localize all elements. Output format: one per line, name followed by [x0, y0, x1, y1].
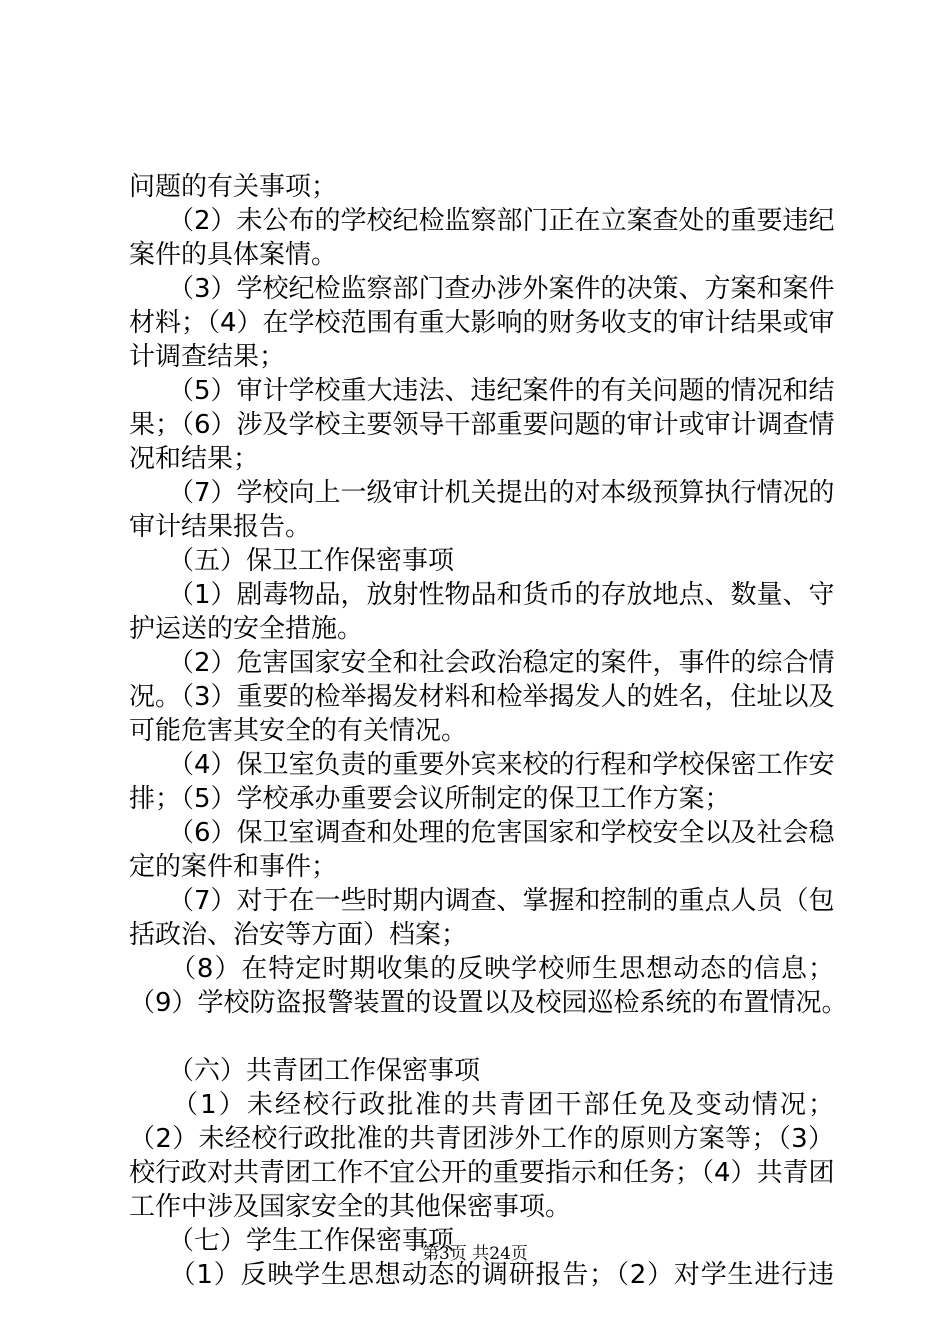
text-line: 果；（6）涉及学校主要领导干部重要问题的审计或审计调查情 [129, 410, 835, 440]
text-line: （2）危害国家安全和社会政治稳定的案件，事件的综合情 [129, 648, 835, 678]
text-line: 工作中涉及国家安全的其他保密事项。 [129, 1192, 572, 1222]
text-line: （4）保卫室负责的重要外宾来校的行程和学校保密工作安 [129, 750, 835, 780]
text-line: 括政治、治安等方面）档案； [129, 920, 468, 950]
text-line: （8）在特定时期收集的反映学校师生思想动态的信息； [129, 954, 834, 984]
text-line: 材料；（4）在学校范围有重大影响的财务收支的审计结果或审 [129, 308, 835, 338]
text-line: （1）反映学生思想动态的调研报告；（2）对学生进行违 [129, 1260, 834, 1290]
text-line: （7）对于在一些时期内调查、掌握和控制的重点人员（包 [129, 886, 835, 916]
text-line: 问题的有关事项； [129, 172, 338, 202]
text-line: 校行政对共青团工作不宜公开的重要指示和任务；（4）共青团 [129, 1158, 835, 1188]
body-text [129, 170, 848, 1292]
text-line: （1）剧毒物品，放射性物品和货币的存放地点、数量、守 [129, 580, 835, 610]
text-line: （5）审计学校重大违法、违纪案件的有关问题的情况和结 [129, 376, 835, 406]
paragraph-gap [129, 1020, 834, 1054]
section-heading-7: （七）学生工作保密事项 [129, 1226, 455, 1256]
text-line: 排；（5）学校承办重要会议所制定的保卫工作方案； [129, 784, 731, 814]
text-line: （6）保卫室调查和处理的危害国家和学校安全以及社会稳 [129, 818, 835, 848]
text-line: 计调查结果； [129, 342, 286, 372]
text-line: 况。（3）重要的检举揭发材料和检举揭发人的姓名，住址以及 [129, 682, 835, 712]
text-line: 护运送的安全措施。 [129, 614, 364, 644]
text-line: （7）学校向上一级审计机关提出的对本级预算执行情况的 [129, 478, 835, 508]
page-number-footer: 第3页 共24页 [422, 1244, 528, 1264]
section-heading-5: （五）保卫工作保密事项 [129, 546, 455, 576]
text-line: （3）学校纪检监察部门查办涉外案件的决策、方案和案件 [129, 274, 835, 304]
text-line: （2）未经校行政批准的共青团涉外工作的原则方案等；（3） [129, 1124, 834, 1154]
text-line: 定的案件和事件； [129, 852, 338, 882]
text-line: 况和结果； [129, 444, 260, 474]
text-line: 案件的具体案情。 [129, 240, 338, 270]
section-heading-6: （六）共青团工作保密事项 [129, 1056, 481, 1086]
text-line: （9）学校防盗报警装置的设置以及校园巡检系统的布置情况。 [129, 988, 848, 1018]
text-line: （1）未经校行政批准的共青团干部任免及变动情况； [129, 1090, 834, 1120]
text-line: 可能危害其安全的有关情况。 [129, 716, 468, 746]
text-line: 审计结果报告。 [129, 512, 312, 542]
text-line: （2）未公布的学校纪检监察部门正在立案查处的重要违纪 [129, 206, 835, 236]
